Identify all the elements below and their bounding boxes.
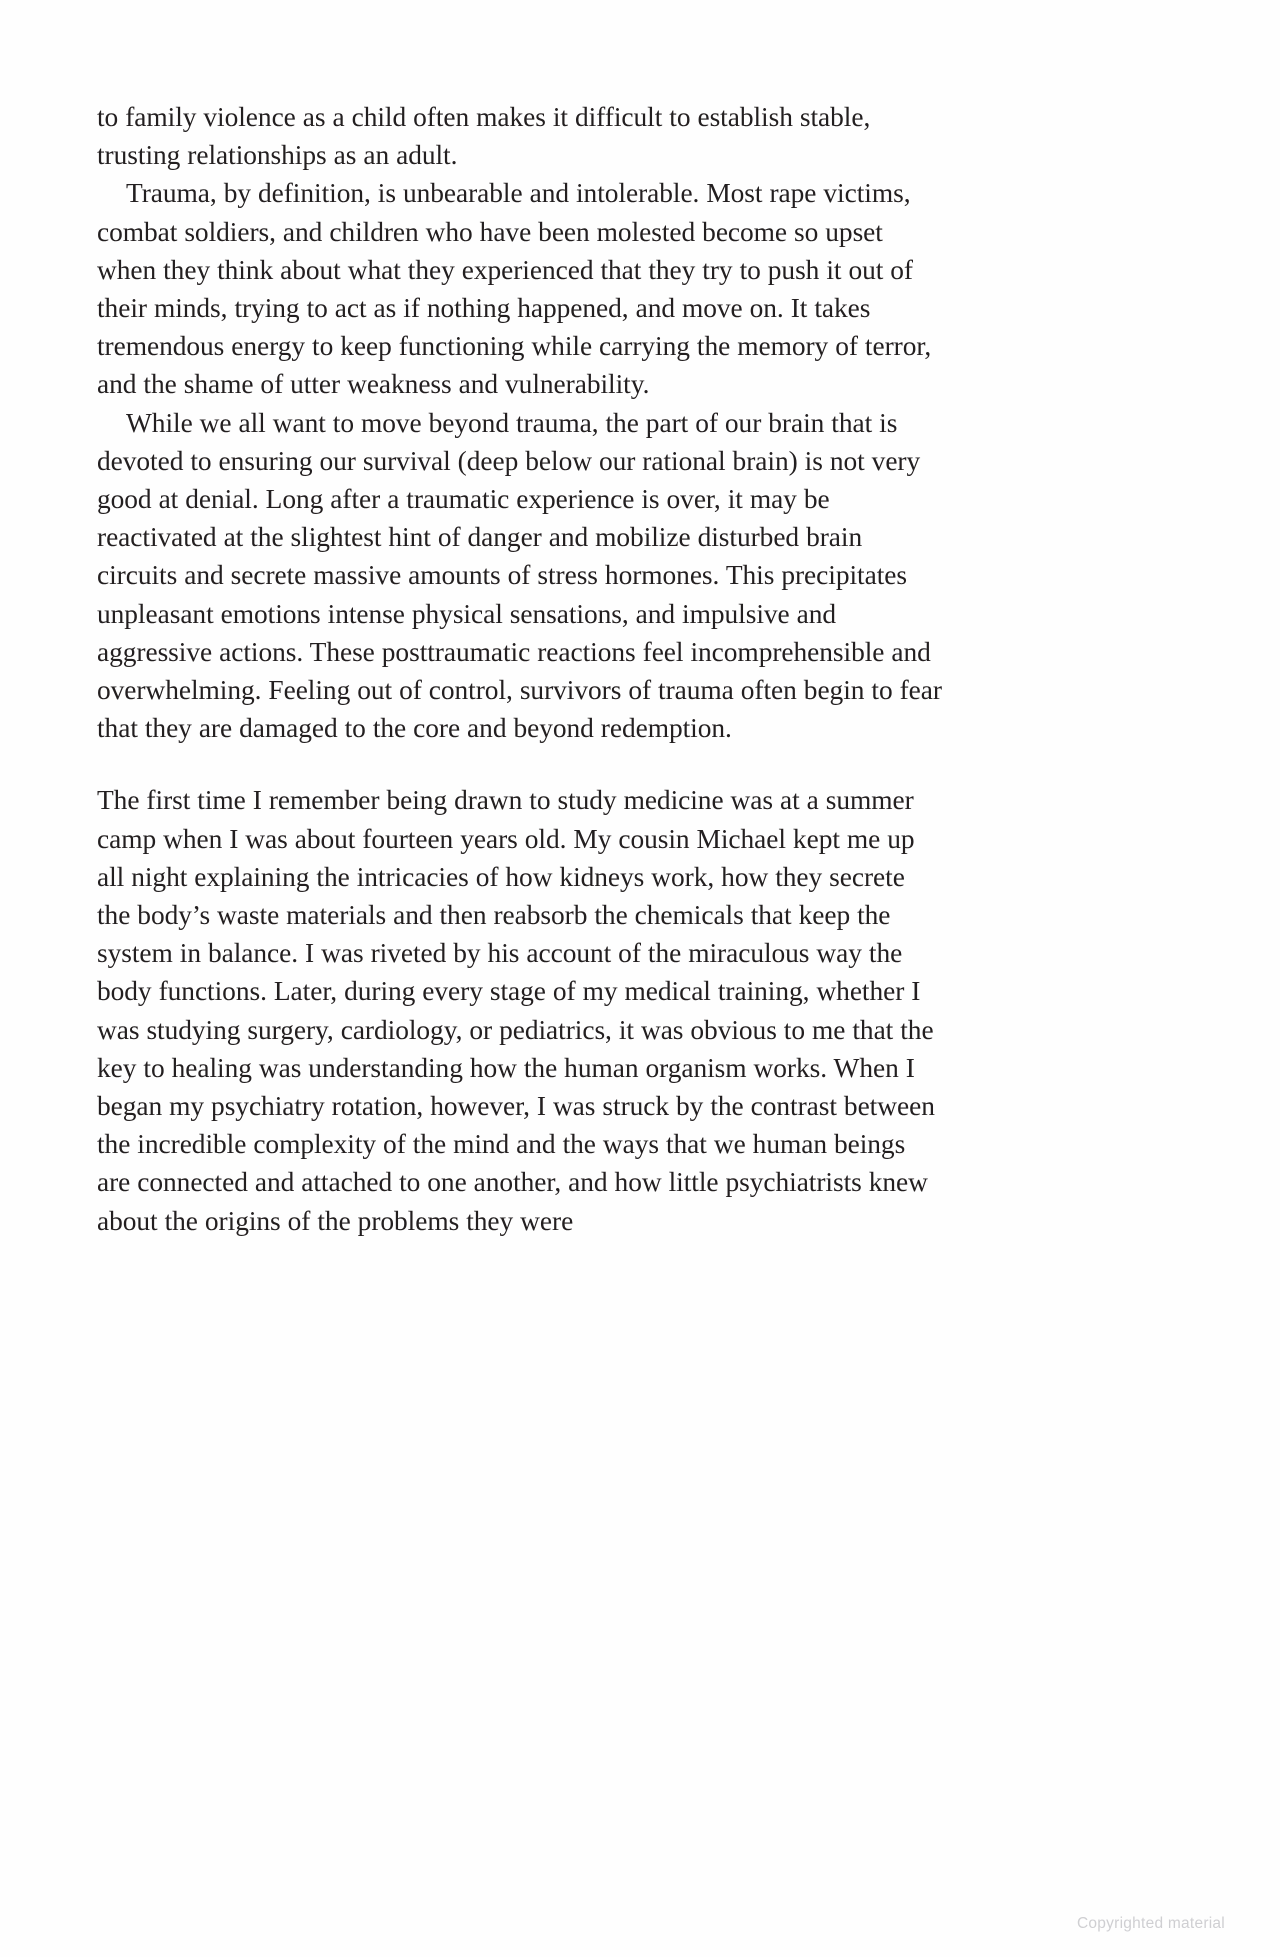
copyright-watermark: Copyrighted material: [1076, 1915, 1225, 1932]
paragraph-continued-family-violence: to family violence as a child often makes it difficult to establish stable, trusting relationships as an adult.: [97, 102, 871, 171]
paragraph-trauma-definition: Trauma, by definition, is unbearable and intolerable. Most rape victims, combat soldiers, and children who have been molested become so upset when they think about what they experienced that they try to push it out of their minds, trying to act as if nothing happened, and move on. It takes tremendous energy to keep functioning while carrying the memory of terror, and the shame of utter weakness and vulnerability.: [97, 178, 932, 400]
paragraph-move-beyond-trauma: While we all want to move beyond trauma, the part of our brain that is devoted to ensuring our survival (deep below our rational brain) is not very good at denial. Long after a traumatic experience is over, it may be reactivated at the slightest hint of danger and mobilize disturbed brain circuits and secrete massive amounts of stress hormones. This precipitates unpleasant emotions intense physical sensations, and impulsive and aggressive actions. These posttraumatic reactions feel incomprehensible and overwhelming. Feeling out of control, survivors of trauma often begin to fear that they are damaged to the core and beyond redemption.: [97, 407, 942, 744]
paragraph-drawn-to-medicine: The first time I remember being drawn to study medicine was at a summer camp when I was about fourteen years old. My cousin Michael kept me up all night explaining the intricacies of how kidneys work, how they secrete the body’s waste materials and then reabsorb the chemicals that keep the system in balance. I was riveted by his account of the miraculous way the body functions. Later, during every stage of my medical training, whether I was studying surgery, cardiology, or pediatrics, it was obvious to me that the key to healing was understanding how the human organism works. When I began my psychiatry rotation, however, I was struck by the contrast between the incredible complexity of the mind and the ways that we human beings are connected and attached to one another, and how little psychiatrists knew about the origins of the problems they were: [97, 785, 935, 1236]
page-text-block: [97, 98, 945, 1240]
